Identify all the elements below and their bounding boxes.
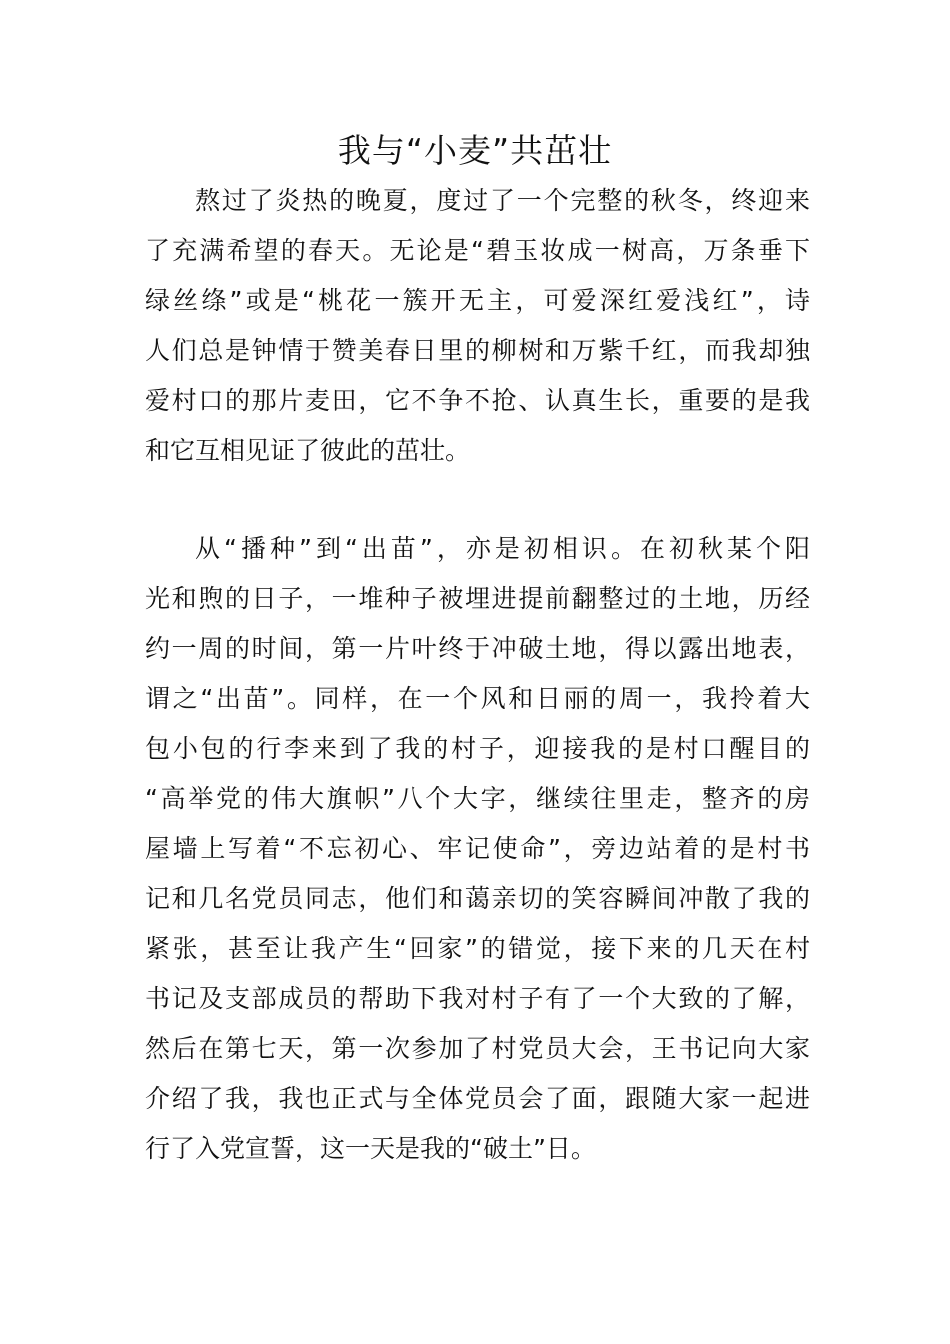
text-line: 约一周的时间，第一片叶终于冲破土地，得以露出地表， <box>145 634 810 663</box>
text-line: 介绍了我，我也正式与全体党员会了面，跟随大家一起进 <box>145 1084 810 1113</box>
text-line: 光和煦的日子，一堆种子被埋进提前翻整过的土地，历经 <box>145 584 810 613</box>
text-line: 书记及支部成员的帮助下我对村子有了一个大致的了解， <box>145 984 810 1013</box>
text-line: 熬过了炎热的晚夏，度过了一个完整的秋冬，终迎来 <box>195 186 810 215</box>
text-line: 记和几名党员同志，他们和蔼亲切的笑容瞬间冲散了我的 <box>145 884 810 913</box>
text-line: 谓之“出苗”。同样，在一个风和日丽的周一，我拎着大 <box>145 684 810 713</box>
text-line: “高举党的伟大旗帜”八个大字，继续往里走，整齐的房 <box>145 784 810 813</box>
document-title: 我与“小麦”共茁壮 <box>337 131 613 170</box>
text-line: 然后在第七天，第一次参加了村党员大会，王书记向大家 <box>145 1034 810 1063</box>
text-line: 紧张，甚至让我产生“回家”的错觉，接下来的几天在村 <box>145 934 810 963</box>
text-line: 和它互相见证了彼此的茁壮。 <box>145 436 471 465</box>
paragraph-1 <box>145 176 810 476</box>
text-line: 包小包的行李来到了我的村子，迎接我的是村口醒目的 <box>145 734 810 763</box>
text-line: 从“播种”到“出苗”，亦是初相识。在初秋某个阳 <box>195 534 810 563</box>
text-line: 人们总是钟情于赞美春日里的柳树和万紫千红，而我却独 <box>145 336 810 365</box>
text-line: 爱村口的那片麦田，它不争不抢、认真生长，重要的是我 <box>145 386 810 415</box>
text-line: 了充满希望的春天。无论是“碧玉妆成一树高，万条垂下 <box>145 236 810 265</box>
paragraph-2 <box>145 524 810 1174</box>
text-line: 绿丝绦”或是“桃花一簇开无主，可爱深红爱浅红”，诗 <box>145 286 810 315</box>
text-line: 屋墙上写着“不忘初心、牢记使命”，旁边站着的是村书 <box>145 834 810 863</box>
text-line: 行了入党宣誓，这一天是我的“破土”日。 <box>145 1134 596 1163</box>
